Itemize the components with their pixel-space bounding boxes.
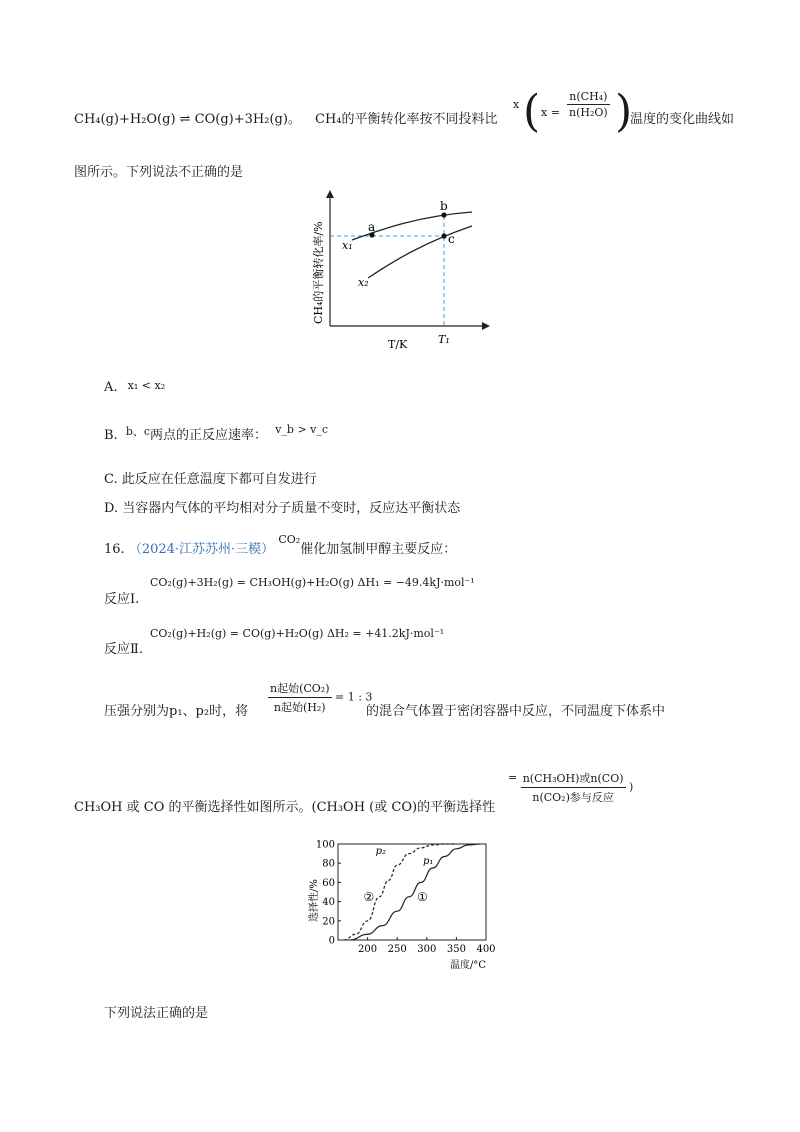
series-1-name: p₁ xyxy=(423,856,434,867)
option-b[interactable]: B. $^{b、c}$两点的正反应速率： $^{v\_b > v\_c}$ xyxy=(104,423,329,443)
point-c xyxy=(441,233,446,238)
series-1-marker: ① xyxy=(417,889,428,904)
option-c[interactable]: C. 此反应在任意温度下都可自发进行 xyxy=(104,472,317,487)
q16-selectivity-text: CH₃OH 或 CO 的平衡选择性如图所示。(CH₃OH (或 CO)的平衡选择性 xyxy=(74,800,496,815)
selectivity-chart xyxy=(300,832,500,972)
option-d[interactable]: D. 当容器内气体的平均相对分子质量不变时，反应达平衡状态 xyxy=(104,501,461,516)
y-tick-label: 100 xyxy=(315,839,335,851)
series-2-marker: ② xyxy=(363,889,375,904)
x-tick-label: 200 xyxy=(358,944,378,955)
y-tick-label: 0 xyxy=(328,935,335,947)
y-tick-label: 60 xyxy=(322,877,335,889)
q16-final-prompt: 下列说法正确的是 xyxy=(104,1006,209,1021)
y-tick-label: 80 xyxy=(322,858,335,870)
q16-pressure-text-2: 的混合气体置于密闭容器中反应，不同温度下体系中 xyxy=(366,704,666,719)
q16-source-link[interactable]: （2024·江苏苏州·三模） xyxy=(128,542,275,557)
point-b xyxy=(441,212,446,217)
q16-feed-ratio: $\frac{\text{n起始(CO₂)}}{\text{n起始(H₂)}}$ = 1 : 3 xyxy=(270,682,373,714)
option-a[interactable]: A. x₁ < x₂ xyxy=(104,379,166,395)
q16-stem: 催化加氢制甲醇主要反应： xyxy=(300,542,457,557)
q16-co2: CO₂ xyxy=(278,533,301,546)
label-b: b xyxy=(440,199,448,213)
label-x1: x₁ xyxy=(342,239,353,252)
x-tick-label: 400 xyxy=(476,944,496,955)
q16-reaction-2: CO₂(g)+H₂(g) = CO(g)+H₂O(g) ΔH₂ = +41.2kJ·mol⁻¹ xyxy=(150,627,445,640)
q15-stem-line2: 图所示。下列说法不正确的是 xyxy=(74,165,244,180)
q16-reaction-1: CO₂(g)+3H₂(g) = CH₃OH(g)+H₂O(g) ΔH₁ = −49.4kJ·mol⁻¹ xyxy=(150,576,475,589)
series-2-line xyxy=(344,844,456,940)
q15-conversion-graph xyxy=(290,186,500,356)
chart-xlabel: 温度/°C xyxy=(450,960,487,971)
chart-ylabel: 选择性/% xyxy=(309,879,320,922)
q15-stem-mid: CH₄的平衡转化率按不同投料比 xyxy=(315,112,498,127)
q15-equation: CH₄(g)+H₂O(g) ⇌ CO(g)+3H₂(g)。 xyxy=(74,112,301,127)
label-x2: x₂ xyxy=(358,276,369,289)
graph-ylabel: CH₄的平衡转化率/% xyxy=(312,221,325,324)
q15-stem-end: 温度的变化曲线如 xyxy=(630,112,735,127)
q16-header xyxy=(104,533,457,557)
label-a: a xyxy=(368,220,376,234)
series-2-name: p₂ xyxy=(375,846,387,857)
plot-frame xyxy=(338,844,486,940)
q16-number: 16. xyxy=(104,542,125,557)
x-tick-label: 350 xyxy=(446,944,466,955)
q16-selectivity-formula: = $\frac{\text{n(CH₃OH)或n(CO)}}{\text{n(CO₂)参与反应}}$ ) xyxy=(508,770,634,804)
y-tick-label: 40 xyxy=(322,897,335,909)
q16-reaction-1-label: 反应Ⅰ. xyxy=(104,592,140,607)
label-t1: T₁ xyxy=(438,333,450,346)
q16-reaction-2-label: 反应Ⅱ. xyxy=(104,642,143,657)
q16-pressure-text-1: 压强分别为p₁、p₂时，将 xyxy=(104,704,249,719)
q15-frac-den: n(H₂O) xyxy=(569,106,608,119)
curve-x2 xyxy=(368,226,472,278)
y-tick-label: 20 xyxy=(322,916,335,928)
q15-frac-num: n(CH₄) xyxy=(567,90,610,105)
x-tick-label: 250 xyxy=(387,944,407,955)
graph-xlabel: T/K xyxy=(388,338,408,351)
x-tick-label: 300 xyxy=(417,944,437,955)
label-c: c xyxy=(448,232,455,246)
